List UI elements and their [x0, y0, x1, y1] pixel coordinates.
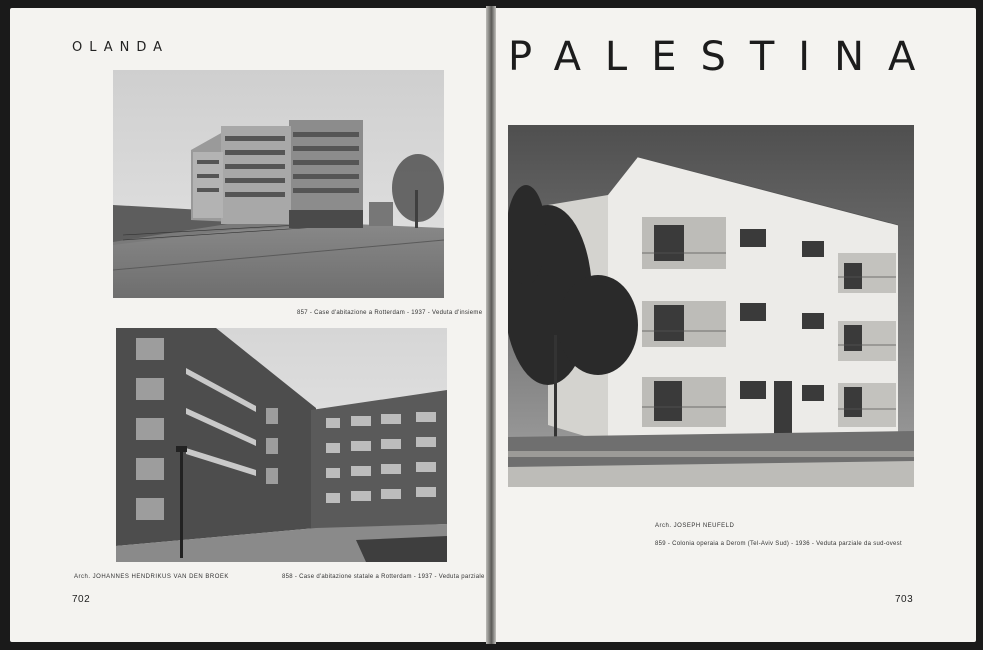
photo-rotterdam-housing-exterior	[113, 70, 444, 298]
caption-859: 859 - Colonia operaia a Derom (Tel-Aviv Sud) - 1936 - Veduta parziale da sud-ovest	[655, 541, 902, 547]
section-heading-olanda: OLANDA	[72, 40, 170, 55]
page-number-left: 702	[72, 594, 91, 605]
caption-architect-van-den-broek: Arch. JOHANNES HENDRIKUS VAN DEN BROEK	[74, 574, 229, 580]
photo-tel-aviv-workers-colony	[508, 125, 914, 487]
caption-858: 858 - Case d'abitazione statale a Rotterdam - 1937 - Veduta parziale	[282, 574, 485, 580]
photo-rotterdam-housing-courtyard	[116, 328, 447, 562]
page-number-right: 703	[895, 594, 914, 605]
caption-857: 857 - Case d'abitazione a Rotterdam - 1937 - Veduta d'insieme	[297, 310, 483, 316]
caption-architect-neufeld: Arch. JOSEPH NEUFELD	[655, 523, 735, 529]
book-gutter	[486, 6, 496, 644]
section-heading-palestina: PALESTINA	[508, 34, 940, 80]
